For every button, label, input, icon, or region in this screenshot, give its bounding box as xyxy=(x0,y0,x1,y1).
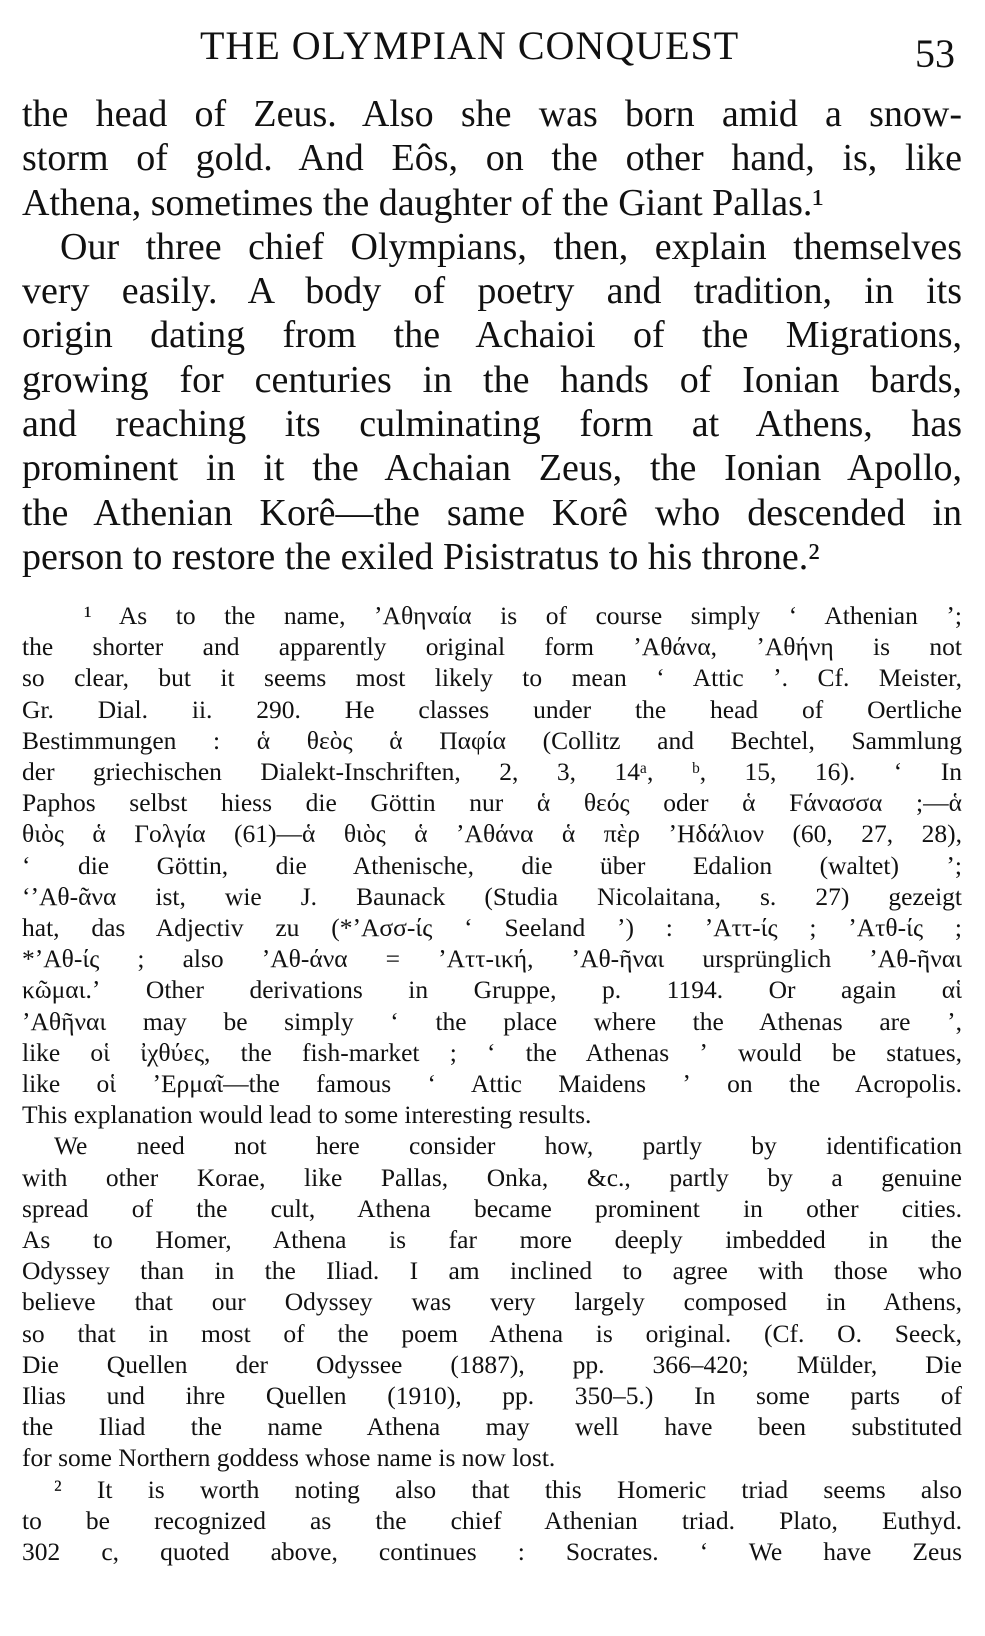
footnote-line: ʼΑθῆναι may be simply ʻ the place where the Athenas are ʼ, xyxy=(22,1006,962,1036)
footnote-line: der griechischen Dialekt-Inschriften, 2, 3, 14ᵃ, ᵇ, 15, 16). ʻ In xyxy=(22,757,962,787)
footnote-line: the Iliad the name Athena may well have been substituted xyxy=(22,1412,962,1442)
footnote-line: ʻ die Göttin, die Athenische, die über Edalion (waltet) ʼ; xyxy=(22,850,962,880)
footnote-line: As to Homer, Athena is far more deeply imbedded in the xyxy=(22,1225,962,1255)
body-line: and reaching its culminating form at Athens, has xyxy=(22,403,962,446)
footnote-line: hat, das Adjectiv zu (*ʼΑσσ-ίς ʻ Seeland ʼ) : ʼΑττ-ίς ; ʼΑτθ-ίς ; xyxy=(22,913,962,943)
body-line: Our three chief Olympians, then, explain themselves xyxy=(60,225,962,268)
footnote-line: for some Northern goddess whose name is now lost. xyxy=(22,1443,556,1473)
body-line: the head of Zeus. Also she was born amid a snow- xyxy=(22,93,962,135)
body-line: origin dating from the Achaioi of the Migrations, xyxy=(22,314,962,357)
footnote-line: spread of the cult, Athena became prominent in other cities. xyxy=(22,1193,962,1223)
footnote-line: like οἱ ἰχθύες, the fish-market ; ʻ the Athenas ʼ would be statues, xyxy=(22,1037,962,1067)
body-line: Athena, sometimes the daughter of the Giant Pallas.¹ xyxy=(22,181,824,224)
footnote-line: We need not here consider how, partly by identification xyxy=(54,1131,962,1161)
footnote-line: *ʼΑθ-ίς ; also ʼΑθ-άνα = ʼΑττ-ική, ʼΑθ-ῆναι ursprünglich ʼΑθ-ῆναι xyxy=(22,944,962,974)
footnote-line: κῶμαι.ʼ Other derivations in Gruppe, p. 1194. Or again αἱ xyxy=(22,975,962,1005)
footnote-line: This explanation would lead to some interesting results. xyxy=(22,1100,592,1130)
footnote-line: so that in most of the poem Athena is original. (Cf. O. Seeck, xyxy=(22,1318,962,1348)
footnote-line: ² It is worth noting also that this Homeric triad seems also xyxy=(54,1474,962,1504)
body-line: the Athenian Korê—the same Korê who descended in xyxy=(22,491,962,534)
footnote-line: the shorter and apparently original form ʼΑθάνα, ʼΑθήνη is not xyxy=(22,632,962,662)
body-line: very easily. A body of poetry and tradition, in its xyxy=(22,270,962,313)
footnote-line: Die Quellen der Odyssee (1887), pp. 366–420; Mülder, Die xyxy=(22,1349,962,1379)
page-number: 53 xyxy=(915,31,955,76)
footnote-line: θιὸς ἁ Γολγία (61)—ἁ θιὸς ἁ ʼΑθάνα ἁ πὲρ ʼΗδάλιον (60, 27, 28), xyxy=(22,819,962,849)
footnote-line: ¹ As to the name, ʼΑθηναία is of course simply ʻ Athenian ʼ; xyxy=(84,601,962,630)
body-line: person to restore the exiled Pisistratus to his throne.² xyxy=(22,535,820,578)
footnotes xyxy=(22,600,962,1567)
page-header xyxy=(0,14,985,74)
footnote-line: 302 c, quoted above, continues : Socrates. ʻ We have Zeus xyxy=(22,1537,962,1567)
body-line: storm of gold. And Eôs, on the other hand, is, like xyxy=(22,137,962,180)
footnote-line: Ilias und ihre Quellen (1910), pp. 350–5.) In some parts of xyxy=(22,1381,962,1411)
footnote-line: with other Korae, like Pallas, Onka, &c., partly by a genuine xyxy=(22,1162,962,1192)
body-line: growing for centuries in the hands of Ionian bards, xyxy=(22,358,962,401)
footnote-line: ʻʼΑθ-ᾶνα ist, wie J. Baunack (Studia Nicolaitana, s. 27) gezeigt xyxy=(22,881,962,911)
footnote-line: to be recognized as the chief Athenian triad. Plato, Euthyd. xyxy=(22,1505,962,1535)
main-text xyxy=(22,92,962,579)
footnote-line: believe that our Odyssey was very largely composed in Athens, xyxy=(22,1287,962,1317)
running-title: THE OLYMPIAN CONQUEST xyxy=(200,23,740,68)
footnote-line: Bestimmungen : ἁ θεὸς ἁ Παφία (Collitz and Bechtel, Sammlung xyxy=(22,725,962,755)
footnote-line: so clear, but it seems most likely to mean ʻ Attic ʼ. Cf. Meister, xyxy=(22,663,962,693)
footnote-line: Gr. Dial. ii. 290. He classes under the head of Oertliche xyxy=(22,694,962,724)
footnote-line: like οἱ ʼΕρμαῖ—the famous ʻ Attic Maidens ʼ on the Acropolis. xyxy=(22,1069,962,1099)
footnote-line: Paphos selbst hiess die Göttin nur ἁ θεός oder ἁ Fάνασσα ;—ἁ xyxy=(22,788,962,818)
footnote-line: Odyssey than in the Iliad. I am inclined to agree with those who xyxy=(22,1256,962,1286)
body-line: prominent in it the Achaian Zeus, the Ionian Apollo, xyxy=(22,447,962,490)
